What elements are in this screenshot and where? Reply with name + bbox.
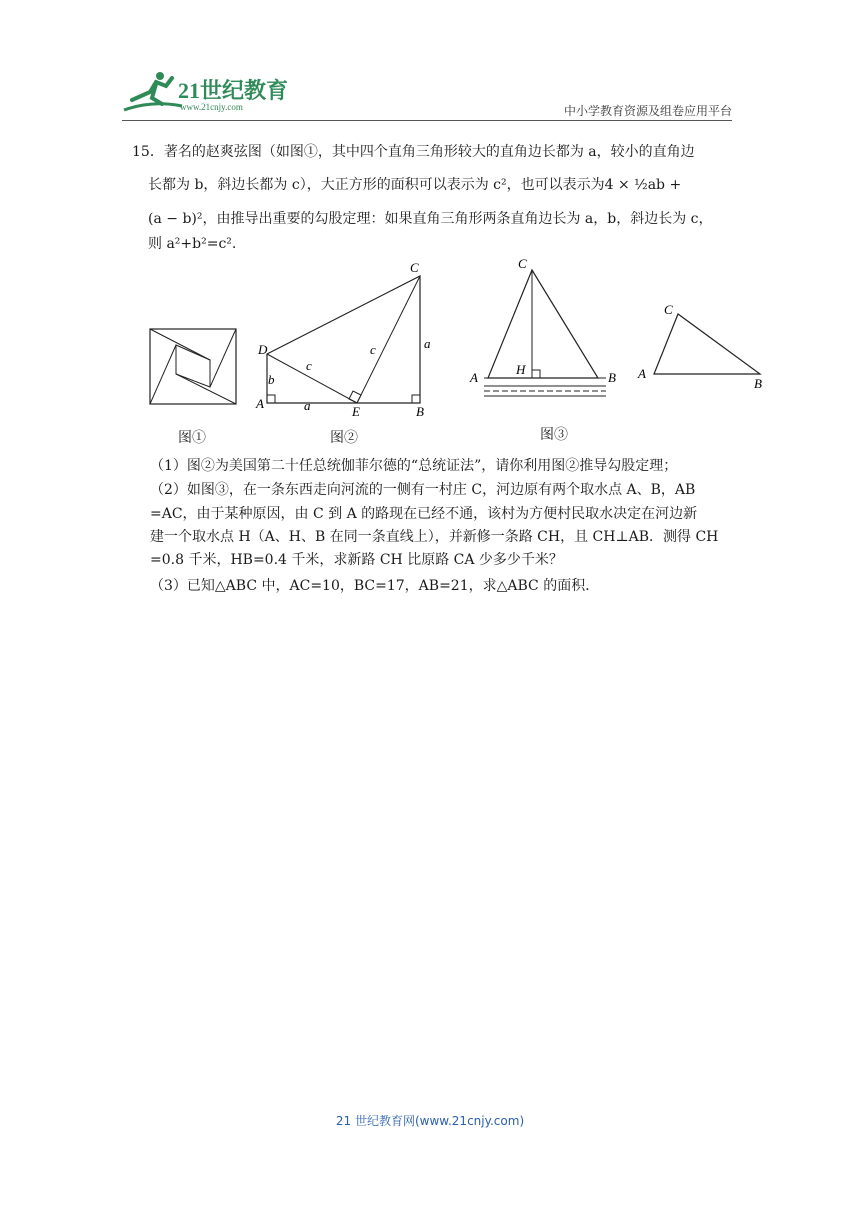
figure-1-caption: 图①	[178, 430, 206, 446]
label-B: B	[608, 370, 616, 385]
question-2-line-3: 建一个取水点 H（A、H、B 在同一条直线上），并新修一条路 CH，且 CH⊥AB．测得 CH	[150, 529, 719, 545]
problem-line-3: (a − b)²，由推导出重要的勾股定理：如果直角三角形两条直角边长为 a，b，斜边长为 c，	[148, 211, 713, 227]
question-3: （3）已知△ABC 中，AC=10，BC=17，AB=21，求△ABC 的面积．	[150, 578, 600, 594]
label-C: C	[410, 260, 419, 275]
label-c-right: c	[370, 342, 376, 357]
problem-line-2: 长都为 b，斜边长都为 c），大正方形的面积可以表示为 c²，也可以表示为4 × ½ab +	[148, 177, 682, 193]
label-C: C	[664, 302, 673, 317]
label-B: B	[416, 404, 424, 419]
label-c-left: c	[306, 358, 312, 373]
problem-number: 15．	[132, 144, 164, 160]
header-divider	[122, 120, 732, 121]
page-header	[122, 70, 732, 120]
logo-text: 21世纪教育	[178, 78, 289, 103]
platform-label: 中小学教育资源及组卷应用平台	[563, 104, 732, 118]
figure-1-diagram	[148, 327, 240, 407]
question-2-line-4: =0.8 千米，HB=0.4 千米，求新路 CH 比原路 CA 少多少千米？	[150, 552, 563, 568]
figure-3-diagram	[466, 252, 626, 402]
label-A: A	[638, 366, 646, 381]
label-a-bottom: a	[304, 398, 311, 413]
label-C: C	[518, 256, 527, 271]
label-a-right: a	[424, 336, 431, 351]
problem-line-1: 15．著名的赵爽弦图（如图①，其中四个直角三角形较大的直角边长都为 a，较小的直角边	[132, 144, 695, 160]
label-H: H	[516, 362, 526, 377]
label-A: A	[256, 396, 264, 411]
figure-3-caption: 图③	[540, 427, 568, 443]
label-b: b	[268, 372, 275, 387]
label-D: D	[258, 342, 268, 357]
label-A: A	[470, 370, 478, 385]
question-2-line-1: （2）如图③，在一条东西走向河流的一侧有一村庄 C，河边原有两个取水点 A、B，AB	[150, 482, 696, 498]
question-2-line-2: =AC，由于某种原因，由 C 到 A 的路现在已经不通，该村为方便村民取水决定在河边新	[150, 506, 698, 522]
figure-2-diagram	[252, 258, 442, 420]
label-B: B	[754, 376, 762, 391]
figure-2-caption: 图②	[330, 430, 358, 446]
question-1: （1）图②为美国第二十任总统伽菲尔德的“总统证法”，请你利用图②推导勾股定理；	[150, 458, 678, 474]
site-logo	[122, 70, 292, 114]
figure-4-diagram	[636, 298, 772, 394]
label-E: E	[352, 404, 360, 419]
logo-url: www.21cnjy.com	[180, 102, 243, 112]
page-footer[interactable]: 21 世纪教育网(www.21cnjy.com)	[335, 1114, 525, 1128]
problem-line-4: 则 a²+b²=c².	[148, 236, 237, 252]
